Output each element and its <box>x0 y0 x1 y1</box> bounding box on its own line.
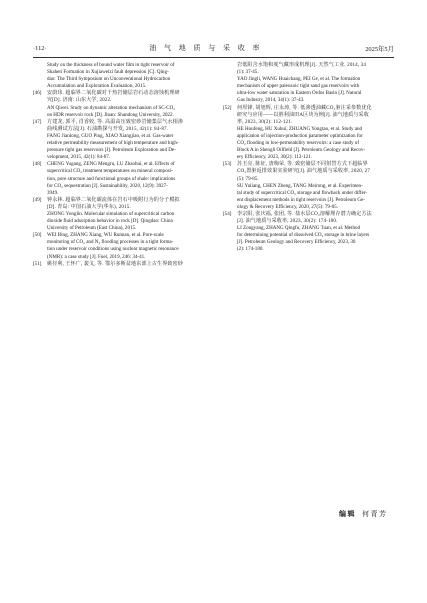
reference-line: 率, 2023, 30(2): 112-121. <box>237 118 293 125</box>
editor-name: 何青芳 <box>362 510 388 518</box>
reference-line: velopment, 2015, 42(1): 84-87. <box>47 154 111 161</box>
reference-line: (1): 37-45. <box>237 69 259 76</box>
reference-line: 安蔚玮. 超临界二氧化碳对千热岩储层岩石动态溶蚀机理研 <box>47 90 180 97</box>
reference-number: [53] <box>223 161 232 168</box>
left-column <box>33 62 204 268</box>
journal-title: 油 气 地 质 与 采 收 率 <box>149 44 263 52</box>
reference-line: monitoring of CO₂ and N₂ flooding processes in a tight forma- <box>47 239 174 246</box>
reference-line: 何厚锋, 胡旭辉, 庄永涛, 等. 低渗透油藏CO₂驱注采参数优化 <box>237 104 372 111</box>
reference-line: Gas Industry, 2014, 34(1): 37-43. <box>237 97 305 104</box>
reference-line: application of injection-production parameter optimization for <box>237 132 363 139</box>
reference-line: tion, pore structure and functional groups of shale: implications <box>47 175 176 182</box>
reference-entry <box>223 211 394 254</box>
reference-line: [D]. 青岛: 中国石油大学(华东), 2015. <box>47 203 131 210</box>
reference-line: 3949. <box>47 189 59 196</box>
reference-line: 苏玉亮, 陈征, 唐梅荣, 等. 致密储层不同射替方式下超临界 <box>237 161 368 168</box>
reference-line: ery Efficiency, 2023, 30(2): 112-121. <box>237 154 312 161</box>
reference-line: Accumulation and Exploration Evaluation, 2015. <box>47 83 147 90</box>
reference-line: (NMR): a case study [J]. Fuel, 2019, 246: 34-41. <box>47 253 146 260</box>
reference-line: 究[D]. 济南: 山东大学, 2022. <box>47 97 112 104</box>
right-column <box>223 62 394 254</box>
editor-credit <box>339 509 388 519</box>
reference-line: [J]. Petroleum Geology and Recovery Efficiency, 2023, 30 <box>237 239 356 246</box>
reference-number: [49] <box>33 196 42 203</box>
reference-line: tal study of supercritical CO₂ storage and flowback under differ- <box>237 189 368 196</box>
reference-number: [54] <box>223 210 232 217</box>
reference-line: (5): 79-85. <box>237 175 259 182</box>
reference-line: 岩低阻含水饱和度气藏形成机理[J]. 天然气工业, 2014, 34 <box>237 62 367 68</box>
reference-entry <box>33 62 204 90</box>
reference-line: (2): 174-180. <box>237 246 264 253</box>
reference-line: supercritical CO₂ treatment temperatures on mineral composi- <box>47 168 173 175</box>
reference-line: FANG Jianlong, GUO Ping, XIAO Xiangjiao, et al. Gas-water <box>47 132 174 139</box>
reference-line: YAO Jingli, WANG Huaichang, PEI Ge, et al. The formation <box>237 76 361 83</box>
reference-line: on HDR reservoir rock [D]. Jinan: Shandong University, 2022. <box>47 111 174 118</box>
reference-number: [51] <box>33 260 42 267</box>
reference-line: 研究与应用——以胜利油田A区块为例[J]. 油气地质与采收 <box>237 111 369 118</box>
reference-line: CO₂ flooding in low-permeability reservoirs: a case study of <box>237 140 360 147</box>
page-number: ·112· <box>33 44 47 52</box>
reference-number: [46] <box>33 90 42 97</box>
reference-line: ultra-low water saturation in Eastern Ordos Basin [J]. Natural <box>237 90 362 97</box>
reference-line: WEI Bing, ZHANG Xiang, WU Runnan, et al. Pore-scale <box>47 232 164 239</box>
reference-line: for determining potential of dissolved CO₂ storage in brine layers <box>237 232 370 239</box>
reference-entry <box>223 62 394 105</box>
reference-line: relative permeability measurement of high temperature and high- <box>47 140 179 147</box>
header-rule <box>33 57 394 58</box>
reference-number: [52] <box>223 104 232 111</box>
reference-line: mechanism of upper paleozoic tight sand gas reservoirs with <box>237 83 360 90</box>
reference-line: dioxide fluid adsorption behavior in rock [D]. Qingdao: China <box>47 218 173 225</box>
reference-line: 李宗阳, 张庆福, 张团, 等. 盐水层CO₂溶解埋存潜力确定方法 <box>237 210 372 217</box>
reference-entry <box>33 232 204 260</box>
reference-number: [47] <box>33 118 42 125</box>
reference-number: [50] <box>33 232 42 239</box>
reference-entry <box>33 119 204 162</box>
reference-line: HE Houfeng, HU Xuhui, ZHUANG Yongtao, et al. Study and <box>237 125 363 132</box>
editor-label: 编辑 <box>339 510 356 518</box>
reference-line: ology & Recovery Efficiency, 2020, 27(5): 79-85. <box>237 203 338 210</box>
reference-line: Shaheti Formation in Xujiaweizi fault depression [C]. Qing- <box>47 69 169 76</box>
reference-line: LI Zongyang, ZHANG Qingfu, ZHANG Tuan, et al. Method <box>237 225 361 232</box>
reference-line: ent displacement methods in tight reservoirs [J]. Petroleum Ge- <box>237 196 365 203</box>
reference-line: for CO₂ sequestration [J]. Sustainability, 2020, 12(9): 3927- <box>47 182 168 189</box>
reference-line: SU Yuliang, CHEN Zheng, TANG Meirong, et al. Experimen- <box>237 182 363 189</box>
reference-entry <box>33 197 204 232</box>
reference-line: dao: The Third Symposium on Unconventional Hydrocarbon <box>47 76 171 83</box>
reference-line: CHENG Yugang, ZENG Mengru, LU Zhaohui, et al. Effects of <box>47 161 175 168</box>
reference-number: [48] <box>33 161 42 168</box>
reference-entry <box>33 261 204 268</box>
reference-line: AN Qiwei. Study on dynamic alteration mechanism of SC-CO₂ <box>47 104 176 111</box>
reference-line: CO₂置驱返排效果实验研究[J]. 油气地质与采收率, 2020, 27 <box>237 168 371 175</box>
reference-line: 方建龙, 郭平, 肖香姣, 等. 高温高压致密砂岩储集层气水相渗 <box>47 118 184 125</box>
reference-line: [J]. 油气地质与采收率, 2023, 30(2): 174-180. <box>237 218 338 225</box>
reference-entry <box>223 161 394 211</box>
reference-line: Study on the thickness of bound water film in tight reservoir of <box>47 62 175 68</box>
reference-line: 钟永林. 超临界二氧化碳流体在岩石中吸附行为的分子模拟 <box>47 196 180 203</box>
issue-date: 2025年5月 <box>365 45 394 53</box>
reference-entry <box>223 105 394 162</box>
reference-line: 姚径利, 王怀广, 裴戈, 等. 鄂尔多斯盆地东部上古生界致密砂 <box>47 260 184 267</box>
reference-entry <box>33 90 204 118</box>
reference-line: tion under reservoir conditions using nuclear magnetic resonance <box>47 246 179 253</box>
running-header <box>33 42 394 54</box>
reference-line: pressure tight gas reservoirs [J]. Petroleum Exploration and De- <box>47 147 176 154</box>
reference-line: University of Petroleum (East China), 2015. <box>47 225 137 232</box>
reference-line: ZHONG Yonglin. Molecular simulation of supercritical carbon <box>47 210 175 217</box>
reference-entry <box>33 161 204 196</box>
reference-line: Block A in Shengli Oilfield [J]. Petroleum Geology and Recov- <box>237 147 366 154</box>
reference-line: 曲线测试方法[J]. 石油勘探与开发, 2015, 42(1): 84-87. <box>47 125 169 132</box>
